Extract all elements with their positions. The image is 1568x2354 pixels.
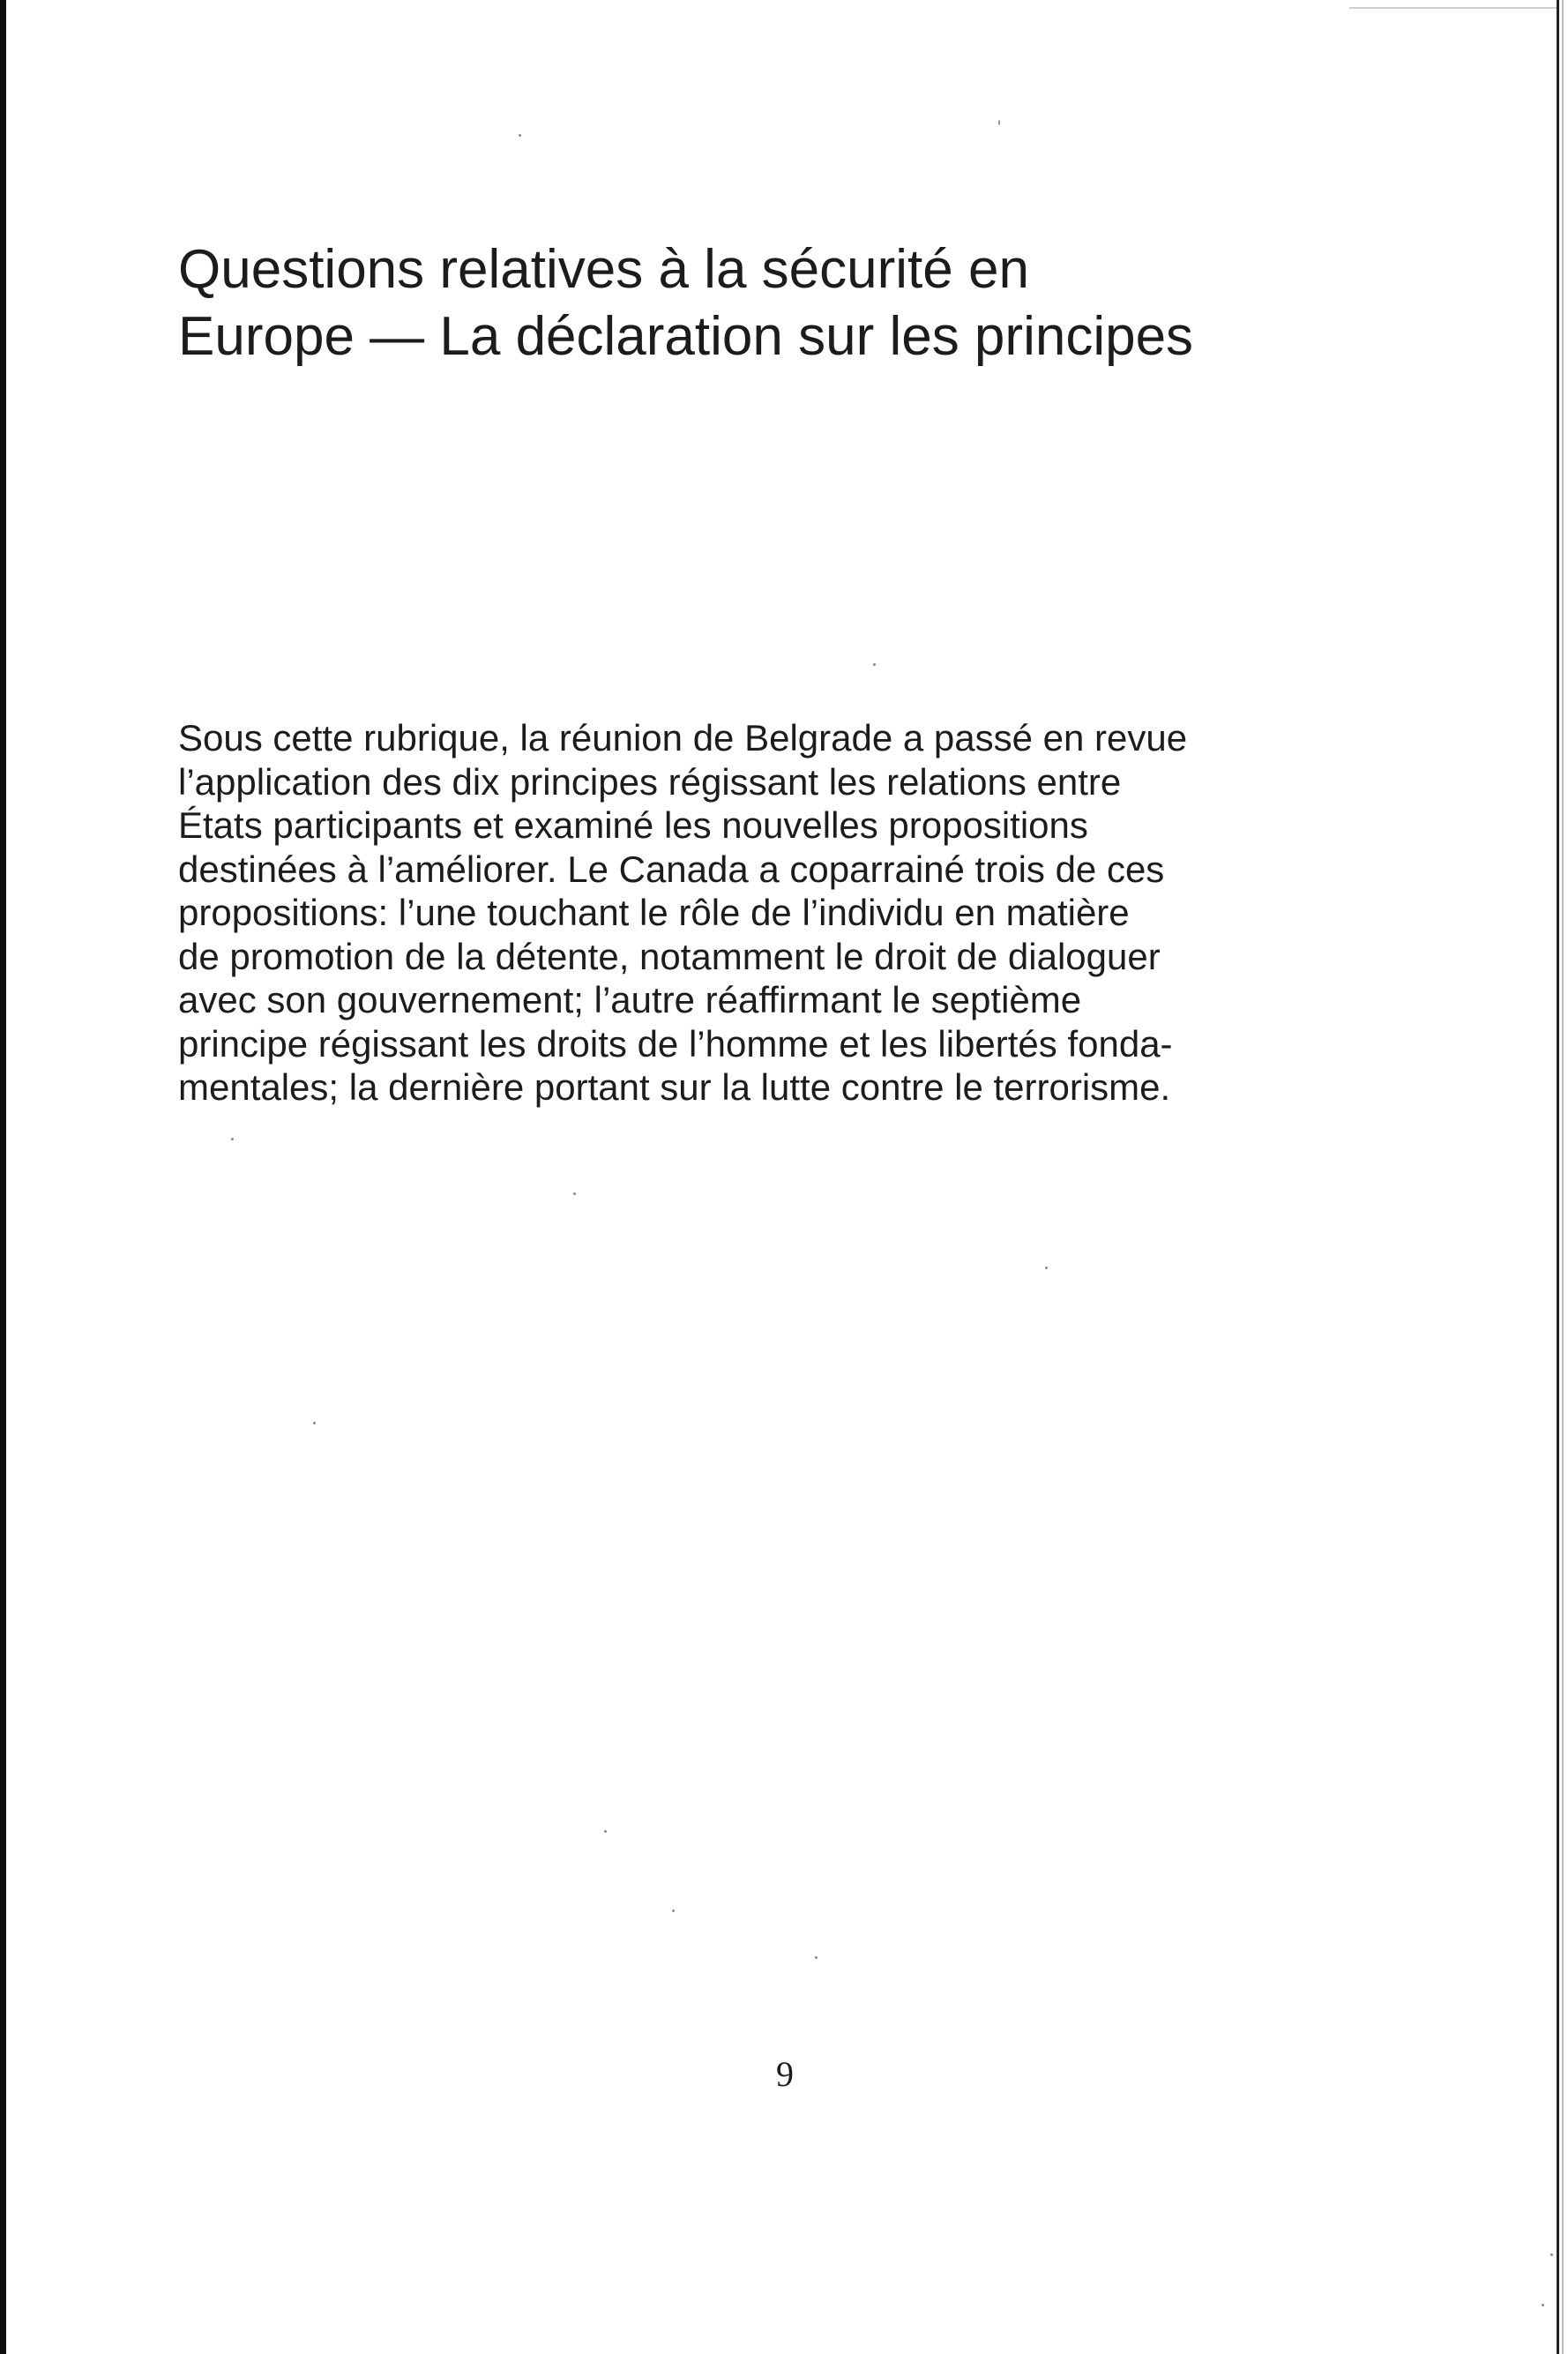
paragraph-line: propositions: l’une touchant le rôle de l’individu en matière bbox=[178, 892, 1130, 933]
scan-speck bbox=[1045, 1267, 1048, 1269]
scan-speck bbox=[1550, 2253, 1553, 2256]
page-edge-right bbox=[1562, 0, 1564, 2354]
paragraph-line: principe régissant les droits de l’homme et les libertés fonda- bbox=[178, 1022, 1173, 1065]
scan-speck bbox=[313, 1422, 316, 1424]
page-border-right bbox=[1557, 0, 1559, 2354]
scan-speck bbox=[1542, 2304, 1544, 2306]
page-top-edge bbox=[1349, 7, 1557, 9]
scan-speck bbox=[519, 134, 521, 137]
paragraph-line: avec son gouvernement; l’autre réaffirmant le septième bbox=[178, 979, 1082, 1020]
page-border-left bbox=[0, 0, 6, 2354]
paragraph-line: États participants et examiné les nouvelles propositions bbox=[178, 804, 1088, 846]
body-paragraph bbox=[178, 716, 1413, 1110]
scan-speck bbox=[573, 1192, 576, 1195]
scan-speck bbox=[231, 1138, 234, 1140]
title-line: Europe — La déclaration sur les principes bbox=[178, 306, 1194, 367]
scan-speck bbox=[604, 1830, 607, 1833]
paragraph-line: l’application des dix principes régissant les relations entre bbox=[178, 760, 1122, 803]
title-line: Questions relatives à la sécurité en bbox=[178, 239, 1029, 300]
page-number: 9 bbox=[776, 2054, 794, 2094]
scan-speck bbox=[672, 1909, 675, 1912]
paragraph-line: mentales; la dernière portant sur la lutte contre le terrorisme. bbox=[178, 1066, 1171, 1108]
document-title bbox=[178, 236, 1413, 370]
scan-speck bbox=[873, 663, 876, 666]
paragraph-line: destinées à l’améliorer. Le Canada a coparrainé trois de ces bbox=[178, 848, 1165, 890]
scan-speck bbox=[998, 120, 1000, 125]
paragraph-line: Sous cette rubrique, la réunion de Belgrade a passé en revue bbox=[178, 717, 1188, 759]
paragraph-line: de promotion de la détente, notamment le droit de dialoguer bbox=[178, 935, 1161, 977]
scan-speck bbox=[815, 1956, 818, 1959]
